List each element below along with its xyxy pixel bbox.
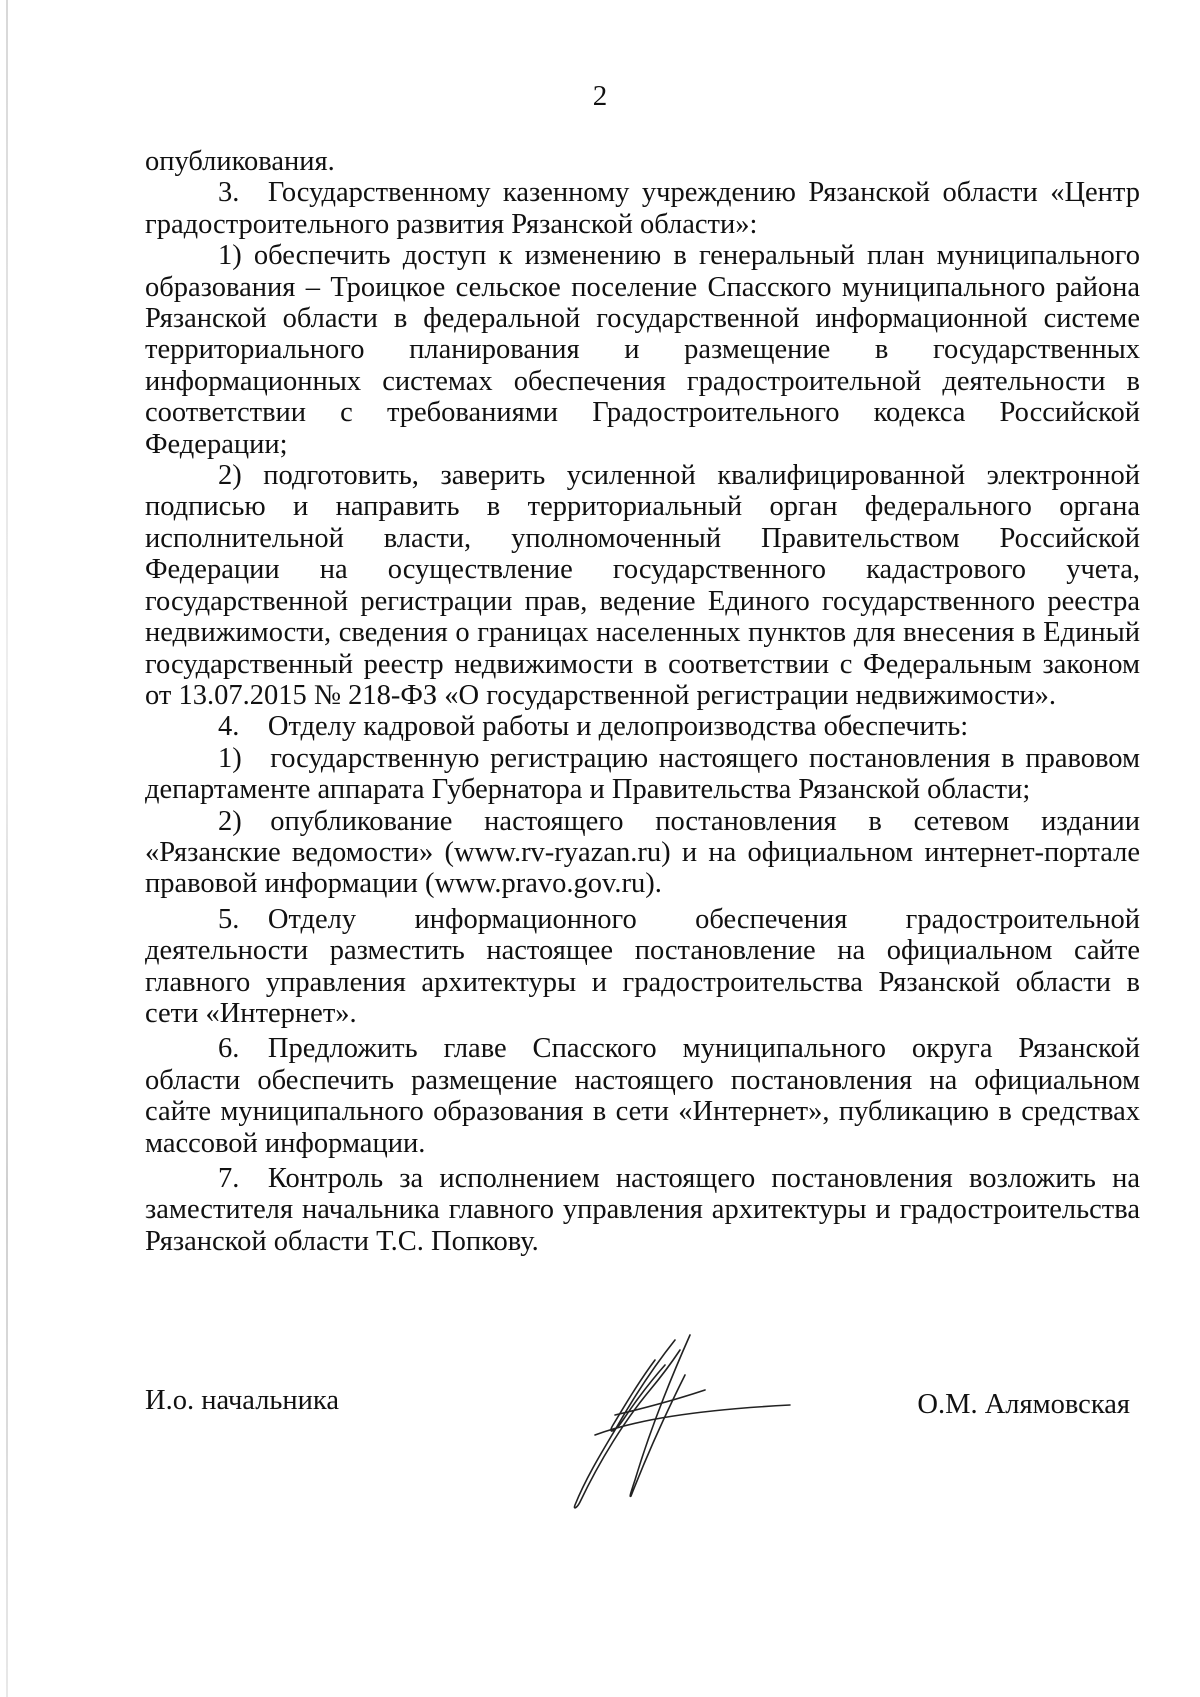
page-number: 2: [592, 80, 608, 112]
paragraph-item-4-1: 1) государственную регистрацию настоящего постановления в правовом департаменте аппарата Губернатора и Правительства Рязанской области;: [145, 742, 1140, 806]
paragraph-continuation: опубликования.: [145, 146, 335, 177]
paragraph-item-5: 5. Отделу информационного обеспечения градостроительной деятельности разместить настоящее постановление на официальном сайте главного управления архитектуры и градостроительства Рязанской области в сети «Интернет».: [145, 903, 1140, 1029]
paragraph-item-3-2: 2) подготовить, заверить усиленной квалифицированной электронной подписью и направить в территориальный орган федерального органа исполнительной власти, уполномоченный Правительством Российской Федерации на осуществление государственного кадастрового учета, государственной регистрации прав, ведение Единого государственного реестра недвижимости, сведения о границах населенных пунктов для внесения в Единый государственный реестр недвижимости в соответствии с Федеральным законом от 13.07.2015 № 218-ФЗ «О государственной регистрации недвижимости».: [145, 460, 1140, 711]
scan-edge: [6, 0, 8, 1697]
paragraph-item-6: 6. Предложить главе Спасского муниципального округа Рязанской области обеспечить размещение настоящего постановления на официальном сайте муниципального образования в сети «Интернет», публикацию в средствах массовой информации.: [145, 1033, 1140, 1159]
paragraph-item-3: 3. Государственному казенному учреждению Рязанской области «Центр градостроительного развития Рязанской области»:: [145, 177, 1140, 240]
signature-block: [145, 1385, 1130, 1425]
signatory-position: И.о. начальника: [145, 1385, 339, 1416]
paragraph-item-4: 4. Отделу кадровой работы и делопроизводства обеспечить:: [218, 711, 969, 743]
paragraph-item-3-1: 1) обеспечить доступ к изменению в генеральный план муниципального образования – Троицкое сельское поселение Спасского муниципального района Рязанской области в федеральной государственной информационной системе территориального планирования и размещение в государственных информационных системах обеспечения градостроительной деятельности в соответствии с требованиями Градостроительного кодекса Российской Федерации;: [145, 240, 1140, 460]
document-body: [145, 146, 1140, 1257]
paragraph-item-4-2: 2) опубликование настоящего постановления в сетевом издании «Рязанские ведомости» (www.rv-ryazan.ru) и на официальном интернет-портале правовой информации (www.pravo.gov.ru).: [145, 805, 1140, 900]
signatory-name: О.М. Алямовская: [917, 1389, 1130, 1420]
paragraph-item-7: 7. Контроль за исполнением настоящего постановления возложить на заместителя начальника главного управления архитектуры и градостроительства Рязанской области Т.С. Попкову.: [145, 1163, 1140, 1257]
